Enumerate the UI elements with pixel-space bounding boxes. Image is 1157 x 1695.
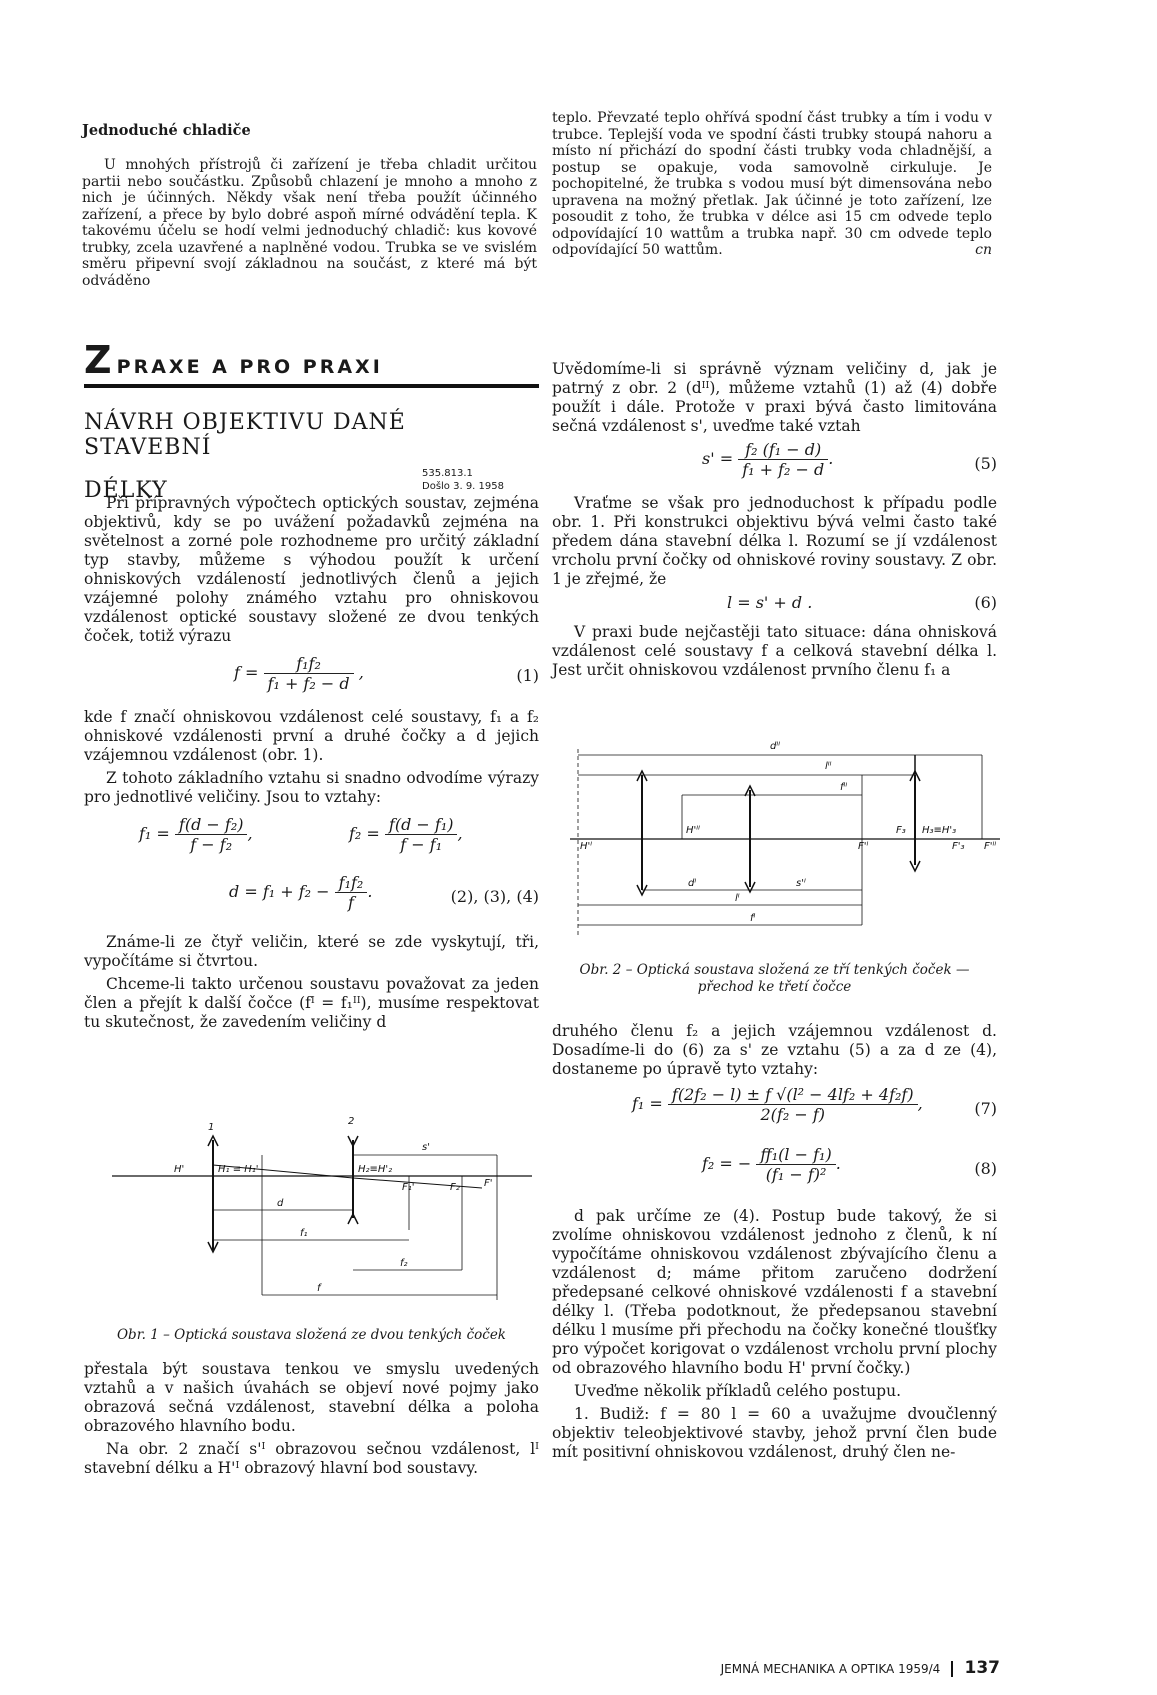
fig1-label-F2: F₂ — [450, 1182, 460, 1193]
cooler-article — [82, 122, 537, 289]
fig1-label-s: s' — [422, 1142, 430, 1153]
equations-2-3: f₁ = $\frac{\text{f(d − f₂)}}{\text{f − f₂}}$ , f₂ = $\frac{\text{f(d − f₁)}}{\text{f − f₁}}$ , — [139, 815, 463, 854]
fig2-label-dII: dᴵᴵ — [770, 741, 781, 752]
page-number: 137 — [964, 1658, 1000, 1678]
eq6-number: (6) — [974, 593, 997, 612]
eq8-number: (8) — [974, 1159, 997, 1178]
article-title — [84, 410, 539, 503]
equation-6: l = s' + d . (6) — [727, 593, 997, 612]
fig2-label-sI: s'ᴵ — [796, 878, 806, 889]
para-2: kde f značí ohniskovou vzdálenost celé soustavy, f₁ a f₂ ohniskové vzdálenosti první a druhé čočky a d jejich vzájemnou vzdálenost (obr. 1). — [84, 708, 539, 764]
figure-1 — [112, 1110, 532, 1320]
eq234-number: (2), (3), (4) — [450, 887, 539, 906]
left-column — [84, 494, 539, 1036]
para-4: Známe-li ze čtyř veličin, které se zde vyskytují, tři, vypočítáme si čtvrtou. — [84, 933, 539, 970]
para-5: Chceme-li takto určenou soustavu považovat za jeden člen a přejít k další čočce (fᴵ = f₁ᴵᴵ), musíme respektovat tu skutečnost, že zavedením veličiny d — [84, 975, 539, 1031]
cooler-heading: Jednoduché chladiče — [82, 122, 251, 139]
fig2-label-fI: fᴵ — [750, 913, 756, 924]
page-footer — [640, 1658, 1000, 1678]
fig1-label-H1: H₁ ≡ H₁' — [218, 1164, 259, 1175]
right-para-6: Uveďme několik příkladů celého postupu. — [574, 1382, 902, 1400]
title-line-2: DÉLKY — [84, 478, 168, 503]
right-para-4: druhého členu f₂ a jejich vzájemnou vzdálenost d. Dosadíme-li do (6) za s' ze vztahu (5) a za d ze (4), dostaneme po úpravě tyto vztahy: — [552, 1022, 997, 1078]
fig2-label-HII: H'ᴵᴵ — [686, 825, 700, 836]
fig2-label-HI: H'ᴵ — [580, 841, 593, 852]
fig2-label-H3: H₃≡H'₃ — [922, 825, 957, 836]
para-6: přestala být soustava tenkou ve smyslu uvedených vztahů a v našich úvahách se objeví nové pojmy jako obrazová sečná vzdálenost, stavební délka a poloha obrazového hlavního bodu. — [84, 1360, 539, 1435]
right-column-bottom — [552, 1022, 997, 1466]
journal-name: JEMNÁ MECHANIKA A OPTIKA 1959/4 — [720, 1662, 941, 1676]
equation-7: f₁ = $\frac{\text{f(2f₂ − l) ± f √(l² − 4lf₂ + 4f₂f)}}{\text{2(f₂ − f)}}$ , (7) — [632, 1085, 997, 1124]
right-column-top — [552, 360, 997, 684]
left-column-bottom — [84, 1360, 539, 1482]
eq5-number: (5) — [974, 454, 997, 473]
equation-5: s' = $\frac{\text{f₂ (f₁ − d)}}{\text{f₁ + f₂ − d}}$ . (5) — [702, 440, 997, 479]
fig1-label-f1: f₁ — [300, 1228, 308, 1239]
fig2-label-F3p: F'₃ — [952, 841, 965, 852]
equation-4: d = f₁ + f₂ − $\frac{\text{f₁f₂}}{f}$ . (2), (3), (4) — [229, 873, 539, 912]
fig1-label-f: f — [317, 1283, 321, 1294]
title-line-1: NÁVRH OBJEKTIVU DANÉ STAVEBNÍ — [84, 410, 406, 460]
fig1-label-F1: F₁' — [402, 1182, 415, 1193]
fig2-label-FI: F'ᴵ — [858, 841, 869, 852]
equation-1: f = $\frac{\text{f₁f₂}}{\text{f₁ + f₂ − d}}$ , (1) — [234, 654, 539, 693]
figure-2-caption: Obr. 2 – Optická soustava složená ze tří tenkých čoček — přechod ke třetí čočce — [579, 962, 970, 995]
fig1-label-d: d — [277, 1198, 284, 1209]
cooler-right-text: teplo. Převzaté teplo ohřívá spodní část trubky a tím i vodu v trubce. Teplejší voda ve spodní části trubky stoupá nahoru a místo ní přichází do spodní části trubky voda chladnější, a postup se opakuje, voda samovolně cirkuluje. Je pochopitelné, že trubka s vodou musí být dimensována nebo upravena na možný přetlak. Jak účinné je toto zařízení, lze posoudit z toho, že trubka v délce asi 15 cm odvede teplo odpovídající 10 wattům a trubka např. 30 cm odvede teplo odpovídající 50 wattům. — [552, 110, 992, 258]
received-date: Došlo 3. 9. 1958 — [422, 481, 504, 492]
fig1-label-H: H' — [174, 1164, 185, 1175]
logo-rule — [84, 384, 539, 388]
cooler-left-text: U mnohých přístrojů či zařízení je třeba chladit určitou partii nebo součástku. Způsobů chlazení je mnoho a mnoho z nich je účinných. Někdy však není třeba použít účinného zařízení, a přece by bylo dobré aspoň mírné odvádění tepla. K takovému účelu se hodí velmi jednoduchý chladič: kus kovové trubky, zcela uzavřené a naplněné vodou. Trubka se ve svislém směru připevní svojí základnou na součást, z které má být odváděno — [82, 157, 537, 289]
fig1-label-f2: f₂ — [400, 1258, 408, 1269]
right-para-3: V praxi bude nejčastěji tato situace: dána ohnisková vzdálenost celé soustavy f a celková stavební délka l. Jest určit ohniskovou vzdálenost prvního členu f₁ a — [552, 623, 997, 679]
fig2-label-dI: dᴵ — [688, 878, 697, 889]
cooler-right-column — [552, 110, 992, 258]
fig2-label-FII: F'ᴵᴵ — [984, 841, 997, 852]
section-logo — [84, 338, 539, 388]
logo-letter: Z — [84, 338, 112, 382]
right-para-1: Uvědomíme-li si správně význam veličiny d, jak je patrný z obr. 2 (dᴵᴵ), můžeme vztahů (1) až (4) dobře použít i dále. Protože v praxi bývá často limitována sečná vzdálenost s', uveďme také vztah — [552, 360, 997, 435]
figure-1-caption: Obr. 1 – Optická soustava složená ze dvou tenkých čoček — [116, 1327, 506, 1343]
fig1-label-Fp: F' — [484, 1178, 493, 1189]
eq1-number: (1) — [516, 666, 539, 685]
signature: cn — [975, 241, 992, 258]
fig1-label-2: 2 — [348, 1116, 355, 1127]
figure-2 — [570, 735, 1000, 945]
fig2-label-fII: fᴵᴵ — [840, 782, 848, 793]
fig1-label-H2: H₂≡H'₂ — [358, 1164, 393, 1175]
fig2-label-F3: F₃ — [896, 825, 906, 836]
right-para-5: d pak určíme ze (4). Postup bude takový, že si zvolíme ohniskovou vzdálenost jednoho z členů, k ní vypočítáme ohniskovou vzdálenost zbývajícího členu a vzdálenost d; máme přitom zaručeno dodržení předepsané celkové ohniskové vzdálenosti f a stavební délky l. (Třeba podotknout, že předepsanou stavební délku l musíme při přechodu na čočky konečné tloušťky pro výpočet korigovat o vzdálenost vrcholu první plochy od obrazového hlavního bodu H' první čočky.) — [552, 1207, 997, 1377]
eq7-number: (7) — [974, 1099, 997, 1118]
logo-text: PRAXE A PRO PRAXI — [116, 356, 383, 378]
equation-8: f₂ = − $\frac{\text{ff₁(l − f₁)}}{\text{(f₁ − f)²}}$ . (8) — [702, 1145, 997, 1184]
classification-code: 535.813.1 — [422, 468, 473, 479]
right-para-2: Vraťme se však pro jednoduchost k případu podle obr. 1. Při konstrukci objektivu bývá velmi často také předem dána stavební délka l. Rozumí se jí vzdálenost vrcholu první čočky od ohniskové roviny soustavy. Z obr. 1 je zřejmé, že — [552, 494, 997, 588]
fig1-label-1: 1 — [208, 1122, 215, 1133]
right-para-7: 1. Budiž: f = 80 l = 60 a uvažujme dvoučlenný objektiv teleobjektivové stavby, jehož první člen bude mít positivní ohniskovou vzdálenost, druhý člen ne- — [552, 1405, 997, 1461]
fig2-label-lI: lᴵ — [735, 893, 740, 904]
para-7: Na obr. 2 značí s'ᴵ obrazovou sečnou vzdálenost, lᴵ stavební délku a H'ᴵ obrazový hlavní bod soustavy. — [84, 1440, 539, 1477]
fig2-label-lII: lᴵᴵ — [825, 761, 832, 772]
para-1: Při přípravných výpočtech optických soustav, zejména objektivů, kdy se po uvážení požadavků zejména na světelnost a zorné pole rozhodneme pro určitý základní typ stavby, můžeme s výhodou použít k určení ohniskových vzdáleností jednotlivých členů a jejich vzájemné polohy známého vztahu pro ohniskovou vzdálenost optické soustavy složené ze dvou tenkých čoček, totiž výrazu — [84, 494, 539, 645]
para-3: Z tohoto základního vztahu si snadno odvodíme výrazy pro jednotlivé veličiny. Jsou to vztahy: — [84, 769, 539, 806]
